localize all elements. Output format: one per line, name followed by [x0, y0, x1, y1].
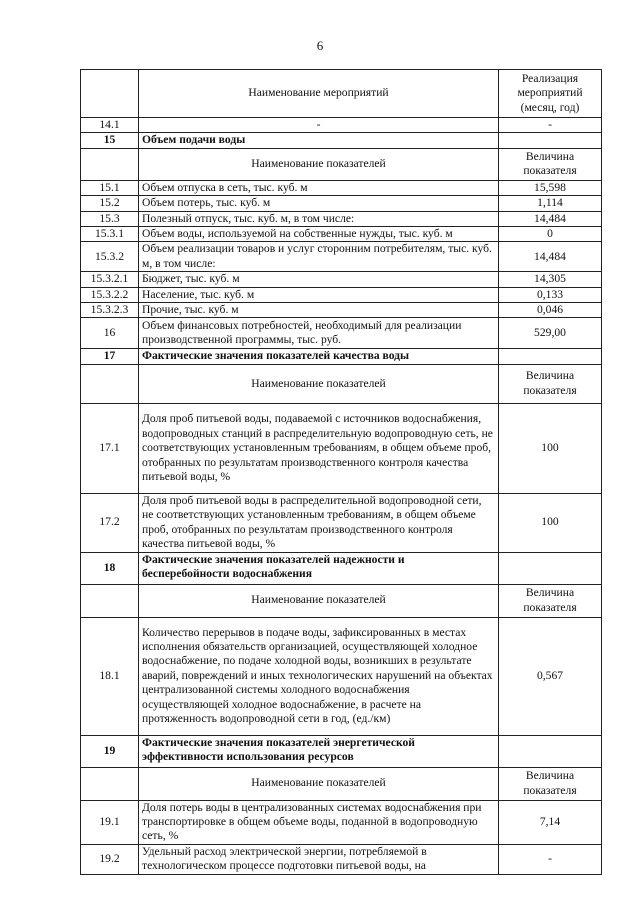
row-number-cell: 14.1 [81, 118, 139, 133]
sub-header-value-cell: Величина показателя [499, 584, 602, 617]
row-name-cell: Объем реализации товаров и услуг сторонним потребителям, тыс. куб. м, в том числе: [139, 242, 499, 272]
header-number-cell [81, 70, 139, 118]
row-number-cell [81, 767, 139, 800]
sub-header-name-cell: Наименование показателей [139, 584, 499, 617]
row-name-cell: Прочие, тыс. куб. м [139, 303, 499, 318]
sub-header-value-cell: Величина показателя [499, 364, 602, 403]
row-value-cell [499, 133, 602, 148]
indicators-table [80, 69, 602, 875]
row-number-cell [81, 584, 139, 617]
table-row [81, 196, 602, 211]
row-name-cell: Полезный отпуск, тыс. куб. м, в том числе: [139, 211, 499, 226]
row-number-cell: 18.1 [81, 617, 139, 735]
row-number-cell: 15.2 [81, 196, 139, 211]
row-name-cell: - [139, 118, 499, 133]
row-number-cell: 17.2 [81, 493, 139, 552]
row-number-cell: 19.1 [81, 800, 139, 844]
table-row [81, 844, 602, 874]
row-value-cell: 1,114 [499, 196, 602, 211]
row-name-cell: Население, тыс. куб. м [139, 287, 499, 302]
table-row [81, 287, 602, 302]
row-number-cell: 17 [81, 349, 139, 364]
table-row [81, 180, 602, 195]
row-value-cell: 0,567 [499, 617, 602, 735]
table-row [81, 318, 602, 349]
row-number-cell: 16 [81, 318, 139, 349]
row-value-cell: 14,305 [499, 272, 602, 287]
sub-header-name-cell: Наименование показателей [139, 767, 499, 800]
row-name-cell: Объем воды, используемой на собственные нужды, тыс. куб. м [139, 227, 499, 242]
row-name-cell: Количество перерывов в подаче воды, зафиксированных в местах исполнения обязательств организацией, осуществляющей холодное водоснабжение, по подаче холодной воды, возникших в результате аварий, повреждений и иных технологических нарушений на объектах централизованной системы холодного водоснабжения осуществляющей холодное водоснабжение, в расчете на протяженность водопроводной сети в год, (ед./км) [139, 617, 499, 735]
row-number-cell: 17.1 [81, 403, 139, 493]
section-title-cell: Объем подачи воды [139, 133, 499, 148]
row-number-cell: 15.1 [81, 180, 139, 195]
table-row [81, 303, 602, 318]
row-value-cell: 529,00 [499, 318, 602, 349]
row-number-cell: 15.3.1 [81, 227, 139, 242]
row-number-cell: 15.3.2.1 [81, 272, 139, 287]
sub-header-row [81, 148, 602, 180]
row-name-cell: Объем отпуска в сеть, тыс. куб. м [139, 180, 499, 195]
page-number: 6 [316, 38, 324, 53]
row-number-cell [81, 148, 139, 180]
table-body [81, 118, 602, 875]
header-value-cell: Реализация мероприятий (месяц, год) [499, 70, 602, 118]
section-row [81, 552, 602, 584]
header-name-cell: Наименование мероприятий [139, 70, 499, 118]
row-number-cell: 19 [81, 735, 139, 767]
table-row [81, 118, 602, 133]
row-number-cell: 15 [81, 133, 139, 148]
row-name-cell: Доля потерь воды в централизованных системах водоснабжения при транспортировке в общем объеме воды, поданной в водопроводную сеть, % [139, 800, 499, 844]
row-name-cell: Бюджет, тыс. куб. м [139, 272, 499, 287]
sub-header-row [81, 767, 602, 800]
table-row [81, 800, 602, 844]
table-row [81, 227, 602, 242]
row-name-cell: Удельный расход электрической энергии, потребляемой в технологическом процессе подготовки питьевой воды, на [139, 844, 499, 874]
table-header-row [81, 70, 602, 118]
row-name-cell: Объем финансовых потребностей, необходимый для реализации производственной программы, тыс. руб. [139, 318, 499, 349]
row-value-cell: 14,484 [499, 211, 602, 226]
row-value-cell: 0,046 [499, 303, 602, 318]
row-name-cell: Доля проб питьевой воды, подаваемой с источников водоснабжения, водопроводных станций в распределительную водопроводную сеть, не соответствующих установленным требованиям, в общем объеме проб, отобранных по результатам производственного контроля качества питьевой воды, % [139, 403, 499, 493]
sub-header-name-cell: Наименование показателей [139, 148, 499, 180]
row-value-cell: - [499, 844, 602, 874]
section-row [81, 735, 602, 767]
section-title-cell: Фактические значения показателей качества воды [139, 349, 499, 364]
row-number-cell: 15.3 [81, 211, 139, 226]
sub-header-name-cell: Наименование показателей [139, 364, 499, 403]
table-row [81, 272, 602, 287]
table-row [81, 403, 602, 493]
row-value-cell [499, 349, 602, 364]
row-value-cell: 7,14 [499, 800, 602, 844]
row-number-cell: 15.3.2.3 [81, 303, 139, 318]
row-number-cell: 19.2 [81, 844, 139, 874]
row-value-cell [499, 735, 602, 767]
row-value-cell: 0,133 [499, 287, 602, 302]
section-title-cell: Фактические значения показателей надежности и бесперебойности водоснабжения [139, 552, 499, 584]
row-number-cell: 15.3.2.2 [81, 287, 139, 302]
sub-header-value-cell: Величина показателя [499, 767, 602, 800]
sub-header-row [81, 584, 602, 617]
section-row [81, 133, 602, 148]
table-row [81, 242, 602, 272]
row-name-cell: Объем потерь, тыс. куб. м [139, 196, 499, 211]
table-row [81, 493, 602, 552]
row-name-cell: Доля проб питьевой воды в распределительной водопроводной сети, не соответствующих установленным требованиям, в общем объеме проб, отобранных по результатам производственного контроля качества питьевой воды, % [139, 493, 499, 552]
section-title-cell: Фактические значения показателей энергетической эффективности использования ресурсов [139, 735, 499, 767]
sub-header-row [81, 364, 602, 403]
row-value-cell [499, 552, 602, 584]
table-row [81, 211, 602, 226]
section-row [81, 349, 602, 364]
sub-header-value-cell: Величина показателя [499, 148, 602, 180]
row-value-cell: 15,598 [499, 180, 602, 195]
row-value-cell: 14,484 [499, 242, 602, 272]
table-row [81, 617, 602, 735]
row-value-cell: 100 [499, 403, 602, 493]
row-number-cell [81, 364, 139, 403]
row-value-cell: 0 [499, 227, 602, 242]
row-number-cell: 15.3.2 [81, 242, 139, 272]
row-number-cell: 18 [81, 552, 139, 584]
row-value-cell: - [499, 118, 602, 133]
row-value-cell: 100 [499, 493, 602, 552]
